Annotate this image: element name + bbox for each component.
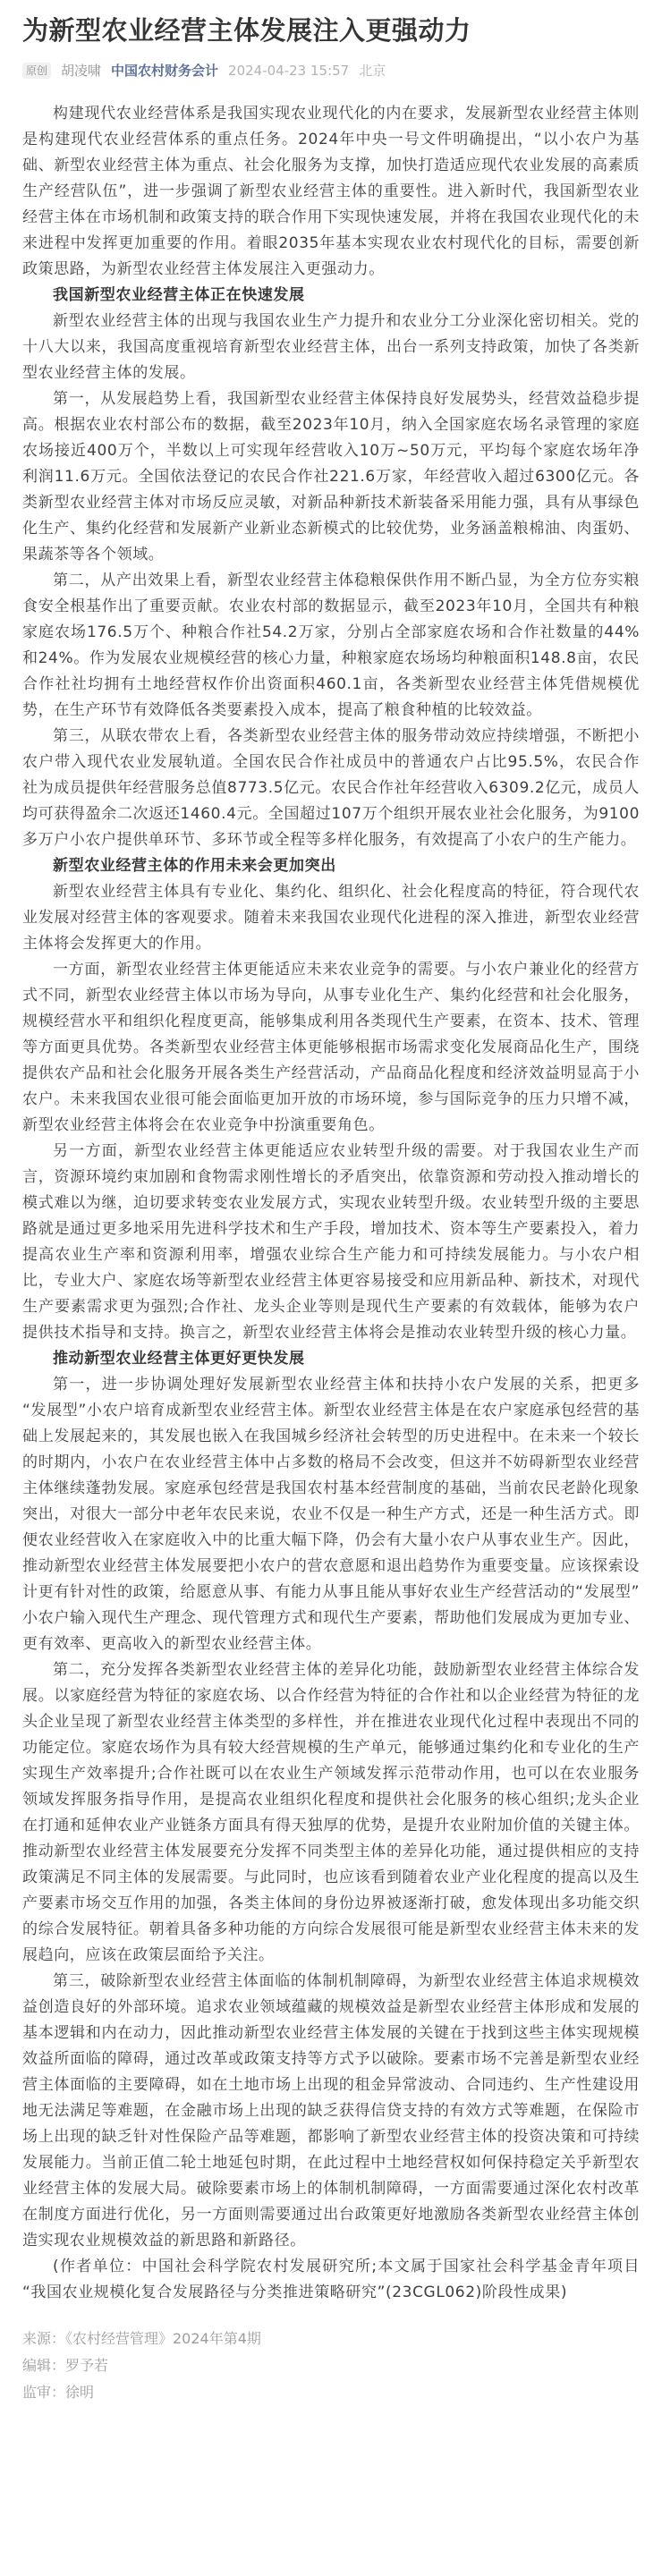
article-paragraph: 一方面，新型农业经营主体更能适应未来农业竞争的需要。与小农户兼业化的经营方式不同，新型农业经营主体以市场为导向，从事专业化生产、集约化经营和社会化服务，规模经营水平和组织化程度更高，能够集成利用各类现代生产要素，在资本、技术、管理等方面更具优势。各类新型农业经营主体更能够根据市场需求变化发展商品化生产，围绕提供农产品和社会化服务开展各类生产经营活动，产品商品化程度和经济效益明显高于小农户。未来我国农业很可能会面临更加开放的市场环境，参与国际竞争的压力只增不减，新型农业经营主体将会在农业竞争中扮演重要角色。 — [22, 961, 640, 1134]
editor-line: 编辑：罗予若 — [22, 2357, 109, 2374]
article-body — [22, 101, 640, 2306]
account-name-link[interactable]: 中国农村财务会计 — [111, 63, 219, 79]
article-paragraph: 第一，进一步协调处理好发展新型农业经营主体和扶持小农户发展的关系，把更多“发展型”小农户培育成新型农业经营主体。新型农业经营主体是在农户家庭承包经营的基础上发展起来的，其发展也嵌入在我国城乡经济社会转型的历史进程中。在未来一个较长的时期内，小农户在农业经营主体中占多数的格局不会改变，但这并不妨碍新型农业经营主体继续蓬勃发展。家庭承包经营是我国农村基本经营制度的基础，当前农民老龄化现象突出，对很大一部分中老年农民来说，农业不仅是一种生产方式，还是一种生活方式。即便农业经营收入在家庭收入中的比重大幅下降，仍会有大量小农户从事农业生产。因此，推动新型农业经营主体发展要把小农户的营农意愿和退出趋势作为重要变量。应该探索设计更有针对性的政策，给愿意从事、有能力从事且能从事好农业生产经营活动的“发展型”小农户输入现代生产理念、现代管理方式和现代生产要素，帮助他们发展成为更加专业、更有效率、更高收入的新型农业经营主体。 — [22, 1376, 640, 1653]
section-heading: 推动新型农业经营主体更好更快发展 — [53, 1350, 305, 1368]
article-paragraph: 第二，从产出效果上看，新型农业经营主体稳粮保供作用不断凸显，为全方位夯实粮食安全根基作出了重要贡献。农业农村部的数据显示，截至2023年10月，全国共有种粮家庭农场176.5万个、种粮合作社54.2万家，分别占全部家庭农场和合作社数量的44%和24%。作为发展农业规模经营的核心力量，种粮家庭农场场均种粮面积148.8亩，农民合作社社均拥有土地经营权作价出资面积460.1亩，各类新型农业经营主体凭借规模优势，在生产环节有效降低各类要素投入成本，提高了粮食种植的比较效益。 — [22, 572, 640, 719]
article-paragraph: 另一方面，新型农业经营主体更能适应农业转型升级的需要。对于我国农业生产而言，资源环境约束加剧和食物需求刚性增长的矛盾突出，依靠资源和劳动投入推动增长的模式难以为继，迫切要求转变农业发展方式，实现农业转型升级。农业转型升级的主要思路就是通过更多地采用先进科学技术和生产手段，增加技术、资本等生产要素投入，着力提高农业生产率和资源利用率，增强农业综合生产能力和可持续发展能力。与小农户相比，专业大户、家庭农场等新型农业经营主体更容易接受和应用新品种、新技术，对现代生产要素需求更为强烈;合作社、龙头企业等则是现代生产要素的有效载体，能够为农户提供技术指导和支持。换言之，新型农业经营主体将会是推动农业转型升级的核心力量。 — [22, 1142, 640, 1342]
source-line: 来源：《农村经营管理》2024年第4期 — [22, 2330, 261, 2347]
original-badge: 原创 — [22, 63, 51, 79]
section-heading: 新型农业经营主体的作用未来会更加突出 — [53, 857, 336, 875]
section-heading: 我国新型农业经营主体正在快速发展 — [53, 286, 305, 304]
author-note: (作者单位：中国社会科学院农村发展研究所;本文属于国家社会科学基金青年项目“我国农业规模化复合发展路径与分类推进策略研究”(23CGL062)阶段性成果) — [22, 2258, 640, 2301]
publish-location: 北京 — [359, 63, 386, 79]
article-paragraph: 新型农业经营主体的出现与我国农业生产力提升和农业分工分业深化密切相关。党的十八大以来，我国高度重视培育新型农业经营主体，出台一系列支持政策，加快了各类新型农业经营主体的发展。 — [22, 312, 640, 382]
article-footer — [22, 2326, 640, 2406]
article-title: 为新型农业经营主体发展注入更强动力 — [22, 15, 471, 46]
publish-datetime: 2024-04-23 15:57 — [228, 62, 350, 79]
article-paragraph: 第三，从联农带农上看，各类新型农业经营主体的服务带动效应持续增强，不断把小农户带入现代农业发展轨道。全国农民合作社成员中的普通农户占比95.5%，农民合作社为成员提供年经营服务总值8773.5亿元。农民合作社年经营收入6309.2亿元，成员人均可获得盈余二次返还1460.4元。全国超过107万个组织开展农业社会化服务，为9100多万户小农户提供单环节、多环节或全程等多样化服务，有效提高了小农户的生产能力。 — [22, 727, 640, 849]
reviewer-line: 监审：徐明 — [22, 2384, 95, 2401]
article-paragraph: 第一，从发展趋势上看，我国新型农业经营主体保持良好发展势头，经营效益稳步提高。根据农业农村部公布的数据，截至2023年10月，纳入全国家庭农场名录管理的家庭农场接近400万个，半数以上可实现年经营收入10万~50万元，平均每个家庭农场年净利润11.6万元。全国依法登记的农民合作社221.6万家，年经营收入超过6300亿元。各类新型农业经营主体对市场反应灵敏，对新品种新技术新装备采用能力强，具有从事绿色化生产、集约化经营和发展新产业新业态新模式的比较优势，业务涵盖粮棉油、肉蛋奶、果蔬茶等各个领域。 — [22, 390, 640, 564]
article-paragraph: 构建现代农业经营体系是我国实现农业现代化的内在要求，发展新型农业经营主体则是构建现代农业经营体系的重点任务。2024年中央一号文件明确提出，“以小农户为基础、新型农业经营主体为重点、社会化服务为支撑，加快打造适应现代农业发展的高素质生产经营队伍”，进一步强调了新型农业经营主体的重要性。进入新时代，我国新型农业经营主体在市场机制和政策支持的联合作用下实现快速发展，并将在我国农业现代化的未来进程中发挥更加重要的作用。着眼2035年基本实现农业农村现代化的目标，需要创新政策思路，为新型农业经营主体发展注入更强动力。 — [22, 105, 640, 278]
article-paragraph: 新型农业经营主体具有专业化、集约化、组织化、社会化程度高的特征，符合现代农业发展对经营主体的客观要求。随着未来我国农业现代化进程的深入推进，新型农业经营主体将会发挥更大的作用。 — [22, 883, 640, 953]
article-byline — [22, 61, 640, 80]
article-paragraph: 第二，充分发挥各类新型农业经营主体的差异化功能，鼓励新型农业经营主体综合发展。以家庭经营为特征的家庭农场、以合作经营为特征的合作社和以企业经营为特征的龙头企业呈现了新型农业经营主体类型的多样性，并在推进农业现代化过程中表现出不同的功能定位。家庭农场作为具有较大经营规模的生产单元，能够通过集约化和专业化的生产实现生产效率提升;合作社既可以在农业生产领域发挥示范带动作用，也可以在农业服务领域发挥服务指导作用，是提高农业组织化程度和提供社会化服务的核心组织;龙头企业在打通和延伸农业产业链条方面具有得天独厚的优势，是提升农业附加价值的关键主体。推动新型农业经营主体发展要充分发挥不同类型主体的差异化功能，通过提供相应的支持政策满足不同主体的发展需要。与此同时，也应该看到随着农业产业化程度的提高以及生产要素市场交互作用的加强，各类主体间的身份边界被逐渐打破，愈发体现出多功能交织的综合发展特征。朝着具备多种功能的方向综合发展很可能是新型农业经营主体未来的发展趋向，应该在政策层面给予关注。 — [22, 1661, 640, 1964]
article-paragraph: 第三，破除新型农业经营主体面临的体制机制障碍，为新型农业经营主体追求规模效益创造良好的外部环境。追求农业领域蕴藏的规模效益是新型农业经营主体形成和发展的基本逻辑和内在动力，因此推动新型农业经营主体发展的关键在于找到这些主体实现规模效益所面临的障碍，通过改革或政策支持等方式予以破除。要素市场不完善是新型农业经营主体面临的主要障碍，如在土地市场上出现的租金异常波动、合同违约、生产性建设用地无法满足等难题，在金融市场上出现的缺乏获得信贷支持的有效方式等难题，在保险市场上出现的缺乏针对性保险产品等难题，都影响了新型农业经营主体的投资决策和可持续发展能力。当前正值二轮土地延包时期，在此过程中土地经营权如何保持稳定关乎新型农业经营主体的发展大局。破除要素市场上的体制机制障碍，一方面需要通过深化农村改革在制度方面进行优化，另一方面则需要通过出台政策更好地激励各类新型农业经营主体创造实现农业规模效益的新思路和新路径。 — [22, 1972, 640, 2250]
author-name[interactable]: 胡凌啸 — [61, 63, 102, 79]
